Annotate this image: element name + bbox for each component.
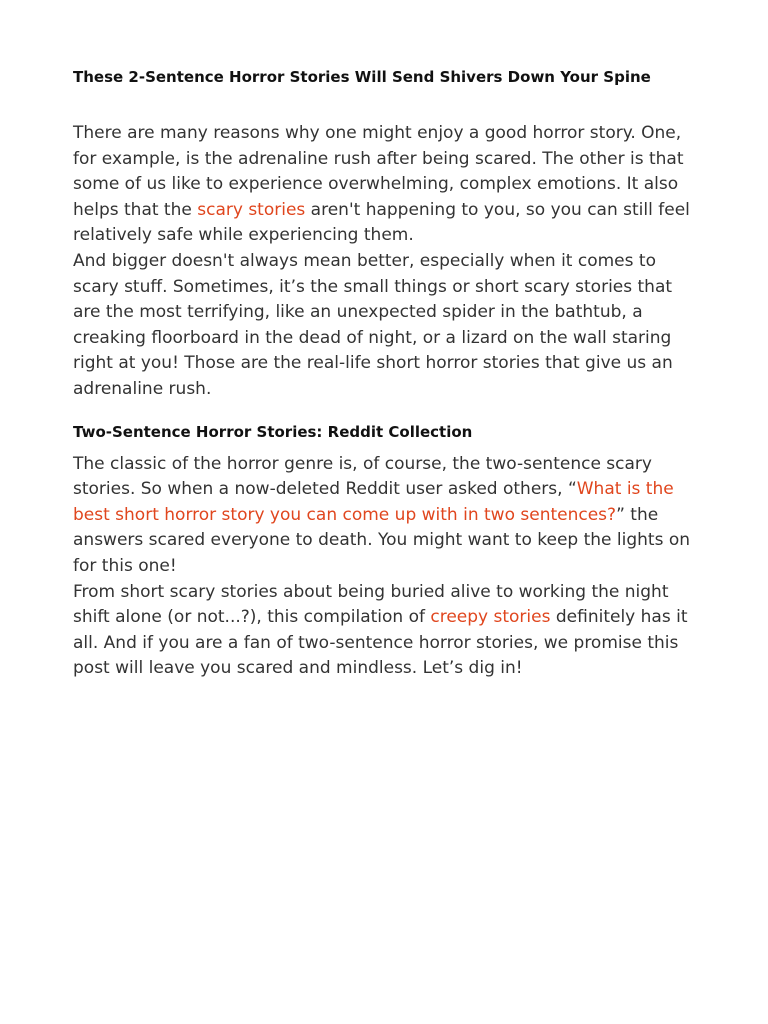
reddit-paragraph [73, 452, 695, 580]
scary-stories-link[interactable]: scary stories [197, 199, 306, 220]
reddit-question-link[interactable]: What is the best short horror story you can come up with in two sentences? [73, 479, 674, 525]
bigger-paragraph: And bigger doesn't always mean better, especially when it comes to scary stuff. Sometimes, it’s the small things or short scary stories that are the most terrifying, like an unexpected spider in the bathtub, a creaking floorboard in the dead of night, or a lizard on the wall staring right at you! Those are the real-life short horror stories that give us an adrenaline rush. [73, 250, 673, 399]
reddit-text-start: The classic of the horror genre is, of course, the two-sentence scary stories. So when a now-deleted Reddit user asked others, “ [73, 453, 652, 500]
section-heading: Two-Sentence Horror Stories: Reddit Collection [73, 422, 473, 441]
intro-text-end: aren't happening to you, so you can still feel relatively safe while experiencing them. [73, 199, 690, 246]
intro-paragraph [73, 121, 695, 249]
compilation-text-end: definitely has it all. And if you are a fan of two-sentence horror stories, we promise this post will leave you scared and mindless. Let’s dig in! [73, 607, 688, 679]
article-title: These 2-Sentence Horror Stories Will Send Shivers Down Your Spine [73, 68, 651, 86]
reddit-text-end: ” the answers scared everyone to death. You might want to keep the lights on for this one! [73, 504, 691, 576]
compilation-text-start: From short scary stories about being buried alive to working the night shift alone (or not...?), this compilation of [73, 581, 669, 628]
article [73, 66, 695, 682]
compilation-paragraph [73, 580, 695, 682]
creepy-stories-link[interactable]: creepy stories [430, 607, 551, 628]
intro-text-start: There are many reasons why one might enjoy a good horror story. One, for example, is the adrenaline rush after being scared. The other is that some of us like to experience overwhelming, complex emotions. It also helps that the [73, 123, 684, 220]
